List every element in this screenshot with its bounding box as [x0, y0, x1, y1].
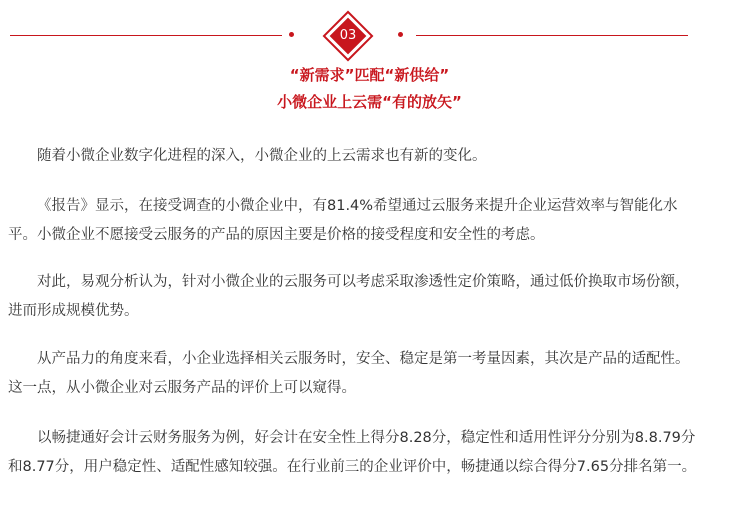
paragraph-1: 随着小微企业数字化进程的深入，小微企业的上云需求也有新的变化。: [37, 148, 487, 164]
divider-dot-right: [398, 32, 403, 37]
paragraph-5: 以畅捷通好会计云财务服务为例，好会计在安全性上得分8.28分，稳定性和适用性评分分别为8.8.79分和8.77分，用户稳定性、适配性感知较强。在行业前三的企业评价中，畅捷通以综合得分7.65分排名第一。: [8, 430, 697, 475]
section-divider: [0, 0, 739, 72]
section-title-line2: 小微企业上云需“有的放矢”: [277, 93, 462, 111]
paragraph-4: 从产品力的角度来看，小企业选择相关云服务时，安全、稳定是第一考量因素，其次是产品的适配性。这一点，从小微企业对云服务产品的评价上可以窥得。: [8, 351, 690, 396]
paragraph-2: 《报告》显示，在接受调查的小微企业中，有81.4%希望通过云服务来提升企业运营效率与智能化水平。小微企业不愿接受云服务的产品的原因主要是价格的接受程度和安全性的考虑。: [8, 198, 678, 243]
section-number: 03: [339, 28, 357, 43]
divider-line-left: [10, 35, 282, 36]
divider-line-right: [416, 35, 688, 36]
divider-dot-left: [289, 32, 294, 37]
paragraph-3: 对此，易观分析认为，针对小微企业的云服务可以考虑采取渗透性定价策略，通过低价换取市场份额，进而形成规模优势。: [8, 274, 690, 319]
section-title-line1: “新需求”匹配“新供给”: [289, 66, 450, 84]
